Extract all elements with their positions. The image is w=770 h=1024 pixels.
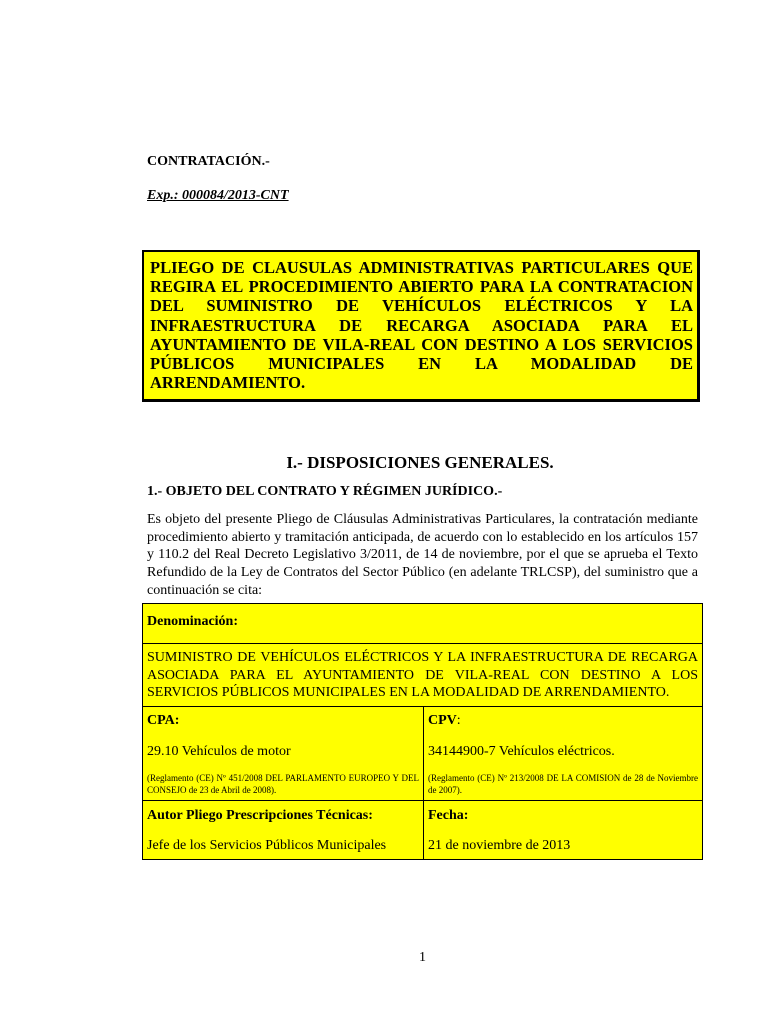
fecha-value: 21 de noviembre de 2013 xyxy=(428,838,571,854)
cpv-label: CPV xyxy=(428,713,457,729)
table-row xyxy=(143,604,703,644)
cpv-colon: : xyxy=(456,713,461,729)
cpv-note: (Reglamento (CE) Nº 213/2008 DE LA COMISION de 28 de Noviembre de 2007). xyxy=(428,773,698,796)
denominacion-label: Denominación: xyxy=(143,604,703,644)
cpv-cell xyxy=(424,707,703,801)
cpv-value: 34144900-7 Vehículos eléctricos. xyxy=(428,744,615,760)
cpa-note: (Reglamento (CE) Nº 451/2008 DEL PARLAMENTO EUROPEO Y DEL CONSEJO de 23 de Abril de 2008). xyxy=(147,773,419,796)
denominacion-value: SUMINISTRO DE VEHÍCULOS ELÉCTRICOS Y LA INFRAESTRUCTURA DE RECARGA ASOCIADA PARA EL AYUNTAMIENTO DE VILA-REAL CON DESTINO A LOS SERVICIOS PÚBLICOS MUNICIPALES EN LA MODALIDAD DE ARRENDAMIENTO. xyxy=(143,644,703,707)
table-row xyxy=(143,644,703,707)
cpa-value: 29.10 Vehículos de motor xyxy=(147,744,291,760)
section-paragraph: Es objeto del presente Pliego de Cláusulas Administrativas Particulares, la contratación mediante procedimiento abierto y tramitación anticipada, de acuerdo con lo establecido en los artículos 157 y 110.2 del Real Decreto Legislativo 3/2011, de 14 de noviembre, por el que se aprueba el Texto Refundido de la Ley de Contratos del Sector Público (en adelante TRLCSP), del suministro que a continuación se cita: xyxy=(147,512,698,598)
section-title: I.- DISPOSICIONES GENERALES. xyxy=(286,453,554,472)
contract-summary-table xyxy=(142,603,703,860)
fecha-cell xyxy=(424,801,703,860)
autor-cell xyxy=(143,801,424,860)
document-title-box xyxy=(142,250,700,402)
cpv-label-line xyxy=(428,713,698,729)
page-number: 1 xyxy=(419,950,426,965)
table-row xyxy=(143,801,703,860)
fecha-label: Fecha: xyxy=(428,808,469,824)
autor-label: Autor Pliego Prescripciones Técnicas: xyxy=(147,808,373,824)
expediente-number: Exp.: 000084/2013-CNT xyxy=(147,188,289,203)
section-subtitle: 1.- OBJETO DEL CONTRATO Y RÉGIMEN JURÍDICO.- xyxy=(147,484,503,499)
section-heading: CONTRATACIÓN.- xyxy=(147,154,270,169)
table-row xyxy=(143,707,703,801)
cpa-label: CPA: xyxy=(147,713,180,729)
cpa-cell xyxy=(143,707,424,801)
autor-value: Jefe de los Servicios Públicos Municipales xyxy=(147,838,387,854)
document-title: PLIEGO DE CLAUSULAS ADMINISTRATIVAS PARTICULARES QUE REGIRA EL PROCEDIMIENTO ABIERTO PARA LA CONTRATACION DEL SUMINISTRO DE VEHÍCULOS ELÉCTRICOS Y LA INFRAESTRUCTURA DE RECARGA ASOCIADA PARA EL AYUNTAMIENTO DE VILA-REAL CON DESTINO A LOS SERVICIOS PÚBLICOS MUNICIPALES EN LA MODALIDAD DE ARRENDAMIENTO. xyxy=(150,258,693,393)
